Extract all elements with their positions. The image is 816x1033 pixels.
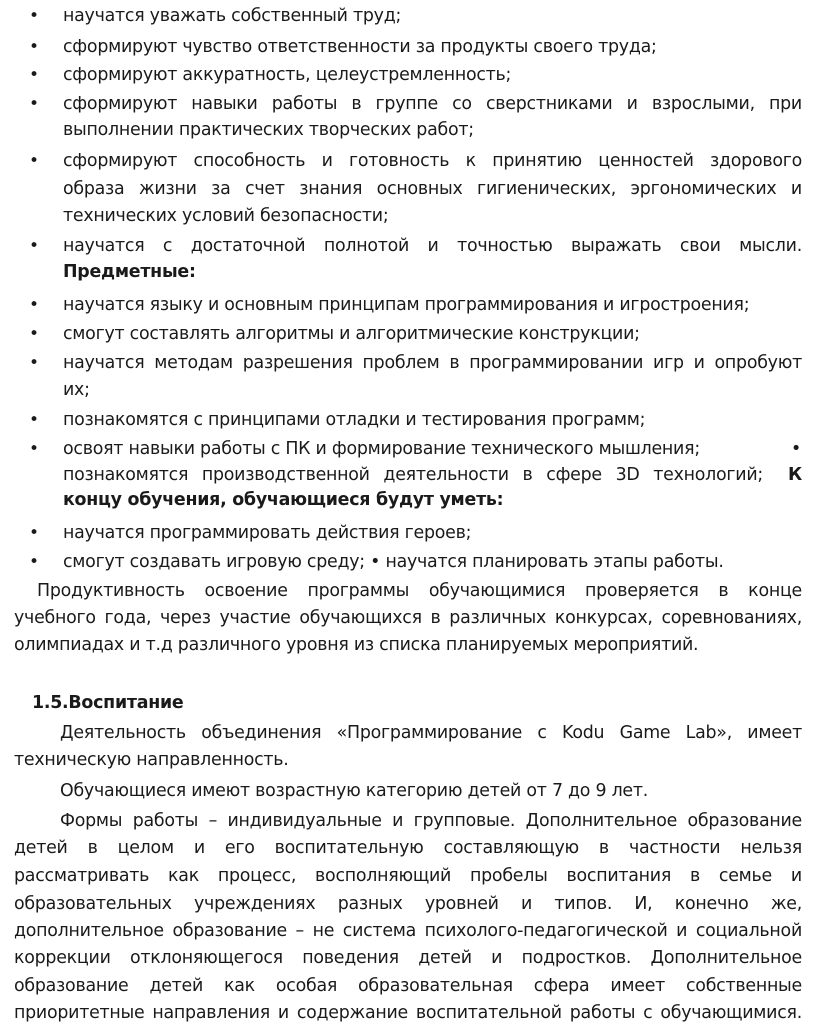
paragraph-line: техническую направленность.	[14, 750, 289, 770]
list-item: смогут создавать игровую среду; • научатся планировать этапы работы.	[63, 552, 724, 572]
list-item: научатся языку и основным принципам программирования и игростроения;	[63, 295, 750, 315]
section-subheading: концу обучения, обучающиеся будут уметь:	[63, 490, 504, 510]
paragraph-line: олимпиадах и т.д различного уровня из списка планируемых мероприятий.	[14, 635, 699, 655]
bullet: •	[28, 353, 40, 373]
paragraph-line: Формы работы – индивидуальные и групповые. Дополнительное образование	[60, 811, 802, 831]
list-item: освоят навыки работы с ПК и формирование технического мышления;	[63, 439, 700, 459]
bullet: •	[28, 37, 40, 57]
paragraph-line: учебного года, через участие обучающихся в различных конкурсах, соревнованиях,	[14, 608, 802, 628]
bullet: •	[28, 552, 40, 572]
bullet: •	[28, 295, 40, 315]
paragraph-line: детей в целом и его воспитательную составляющую в частности нельзя	[14, 838, 802, 858]
list-item: сформируют навыки работы в группе со сверстниками и взрослыми, при	[63, 94, 802, 114]
paragraph-line: приоритетные направления и содержание воспитательной работы с обучающимися.	[14, 1003, 802, 1023]
paragraph-line: Обучающиеся имеют возрастную категорию детей от 7 до 9 лет.	[60, 781, 649, 801]
list-item: познакомятся производственной деятельности в сфере 3D технологий;	[63, 465, 763, 485]
paragraph-line: дополнительное образование – не система психолого-педагогической и социальной	[14, 921, 802, 941]
bullet: •	[28, 236, 40, 256]
paragraph-line: коррекции отклоняющегося поведения детей и подростков. Дополнительное	[14, 948, 802, 968]
bullet: •	[28, 410, 40, 430]
list-item: сформируют способность и готовность к принятию ценностей здорового	[63, 151, 802, 171]
list-item: научатся с достаточной полнотой и точностью выражать свои мысли.	[63, 236, 802, 256]
list-item: сформируют чувство ответственности за продукты своего труда;	[63, 37, 657, 57]
paragraph-line: Деятельность объединения «Программирование с Kodu Game Lab», имеет	[60, 723, 802, 743]
bullet: •	[28, 6, 40, 26]
paragraph-line: образование детей как особая образовательная сфера имеет собственные	[14, 976, 802, 996]
section-heading: 1.5.Воспитание	[32, 693, 184, 713]
bullet: •	[28, 94, 40, 114]
list-item: сформируют аккуратность, целеустремленность;	[63, 65, 512, 85]
paragraph-start: К	[788, 465, 802, 485]
list-item: научатся программировать действия героев;	[63, 523, 472, 543]
bullet: •	[28, 151, 40, 171]
inline-bullet: •	[791, 439, 802, 459]
bullet: •	[28, 324, 40, 344]
list-item-continuation: выполнении практических творческих работ;	[63, 120, 474, 140]
list-item-continuation: их;	[63, 380, 90, 400]
bullet: •	[28, 65, 40, 85]
bullet: •	[28, 439, 40, 459]
section-subheading: Предметные:	[63, 262, 196, 282]
list-item-continuation: технических условий безопасности;	[63, 206, 389, 226]
list-item: научатся методам разрешения проблем в программировании игр и опробуют	[63, 353, 802, 373]
list-item-continuation: образа жизни за счет знания основных гигиенических, эргономических и	[63, 179, 802, 199]
bullet: •	[28, 523, 40, 543]
list-item: познакомятся с принципами отладки и тестирования программ;	[63, 410, 646, 430]
list-item: смогут составлять алгоритмы и алгоритмические конструкции;	[63, 324, 640, 344]
paragraph-line: Продуктивность освоение программы обучающимися проверяется в конце	[37, 581, 802, 601]
paragraph-line: рассматривать как процесс, восполняющий пробелы воспитания в семье и	[14, 866, 802, 886]
paragraph-line: образовательных учреждениях разных уровней и типов. И, конечно же,	[14, 894, 802, 914]
list-item: научатся уважать собственный труд;	[63, 6, 402, 26]
